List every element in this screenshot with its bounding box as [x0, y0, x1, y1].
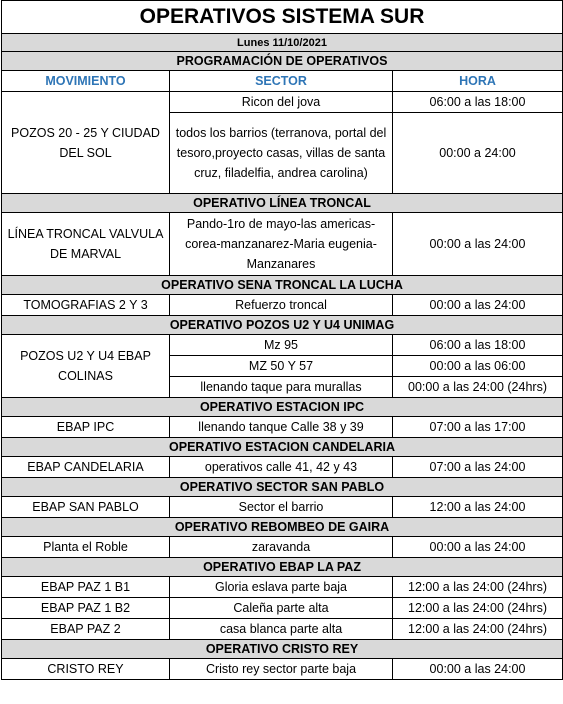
- sector-cell: Mz 95: [170, 335, 393, 356]
- hora-cell: 00:00 a 24:00: [393, 113, 563, 194]
- column-header-sector: SECTOR: [170, 71, 393, 92]
- sector-cell: Sector el barrio: [170, 497, 393, 518]
- hora-cell: 12:00 a las 24:00 (24hrs): [393, 598, 563, 619]
- movimiento-cell: EBAP SAN PABLO: [2, 497, 170, 518]
- hora-cell: 00:00 a las 24:00: [393, 537, 563, 558]
- hora-cell: 06:00 a las 18:00: [393, 92, 563, 113]
- hora-cell: 07:00 a las 17:00: [393, 417, 563, 438]
- section-header: PROGRAMACIÓN DE OPERATIVOS: [2, 52, 563, 71]
- column-header-hora: HORA: [393, 71, 563, 92]
- sector-cell: zaravanda: [170, 537, 393, 558]
- section-header: OPERATIVO LÍNEA TRONCAL: [2, 194, 563, 213]
- sector-cell: Refuerzo troncal: [170, 295, 393, 316]
- section-header: OPERATIVO ESTACION CANDELARIA: [2, 438, 563, 457]
- sector-cell: Gloria eslava parte baja: [170, 577, 393, 598]
- sector-cell: Cristo rey sector parte baja: [170, 659, 393, 680]
- section-header: OPERATIVO CRISTO REY: [2, 640, 563, 659]
- movimiento-cell: POZOS 20 - 25 Y CIUDAD DEL SOL: [2, 92, 170, 194]
- hora-cell: 12:00 a las 24:00 (24hrs): [393, 577, 563, 598]
- sector-cell: llenando tanque Calle 38 y 39: [170, 417, 393, 438]
- movimiento-cell: EBAP PAZ 1 B2: [2, 598, 170, 619]
- movimiento-cell: EBAP PAZ 2: [2, 619, 170, 640]
- hora-cell: 00:00 a las 24:00: [393, 295, 563, 316]
- movimiento-cell: CRISTO REY: [2, 659, 170, 680]
- movimiento-cell: TOMOGRAFIAS 2 Y 3: [2, 295, 170, 316]
- column-header-movimiento: MOVIMIENTO: [2, 71, 170, 92]
- operativos-table: [1, 0, 563, 680]
- hora-cell: 12:00 a las 24:00: [393, 497, 563, 518]
- hora-cell: 00:00 a las 24:00: [393, 213, 563, 276]
- movimiento-cell: EBAP IPC: [2, 417, 170, 438]
- section-header: OPERATIVO POZOS U2 Y U4 UNIMAG: [2, 316, 563, 335]
- sector-cell: todos los barrios (terranova, portal del tesoro,proyecto casas, villas de santa cruz, filadelfia, andrea carolina): [170, 113, 393, 194]
- date-label: Lunes 11/10/2021: [2, 34, 563, 52]
- hora-cell: 00:00 a las 24:00: [393, 659, 563, 680]
- movimiento-cell: POZOS U2 Y U4 EBAP COLINAS: [2, 335, 170, 398]
- sector-cell: casa blanca parte alta: [170, 619, 393, 640]
- hora-cell: 00:00 a las 24:00 (24hrs): [393, 377, 563, 398]
- sector-cell: Caleña parte alta: [170, 598, 393, 619]
- section-header: OPERATIVO ESTACION IPC: [2, 398, 563, 417]
- sector-cell: MZ 50 Y 57: [170, 356, 393, 377]
- hora-cell: 00:00 a las 06:00: [393, 356, 563, 377]
- movimiento-cell: EBAP PAZ 1 B1: [2, 577, 170, 598]
- sector-cell: llenando taque para murallas: [170, 377, 393, 398]
- section-header: OPERATIVO EBAP LA PAZ: [2, 558, 563, 577]
- hora-cell: 12:00 a las 24:00 (24hrs): [393, 619, 563, 640]
- section-header: OPERATIVO REBOMBEO DE GAIRA: [2, 518, 563, 537]
- hora-cell: 06:00 a las 18:00: [393, 335, 563, 356]
- movimiento-cell: LÍNEA TRONCAL VALVULA DE MARVAL: [2, 213, 170, 276]
- movimiento-cell: Planta el Roble: [2, 537, 170, 558]
- section-header: OPERATIVO SENA TRONCAL LA LUCHA: [2, 276, 563, 295]
- sector-cell: operativos calle 41, 42 y 43: [170, 457, 393, 478]
- hora-cell: 07:00 a las 24:00: [393, 457, 563, 478]
- page-title: OPERATIVOS SISTEMA SUR: [2, 1, 563, 34]
- sector-cell: Ricon del jova: [170, 92, 393, 113]
- sector-cell: Pando-1ro de mayo-las americas-corea-manzanarez-Maria eugenia-Manzanares: [170, 213, 393, 276]
- section-header: OPERATIVO SECTOR SAN PABLO: [2, 478, 563, 497]
- movimiento-cell: EBAP CANDELARIA: [2, 457, 170, 478]
